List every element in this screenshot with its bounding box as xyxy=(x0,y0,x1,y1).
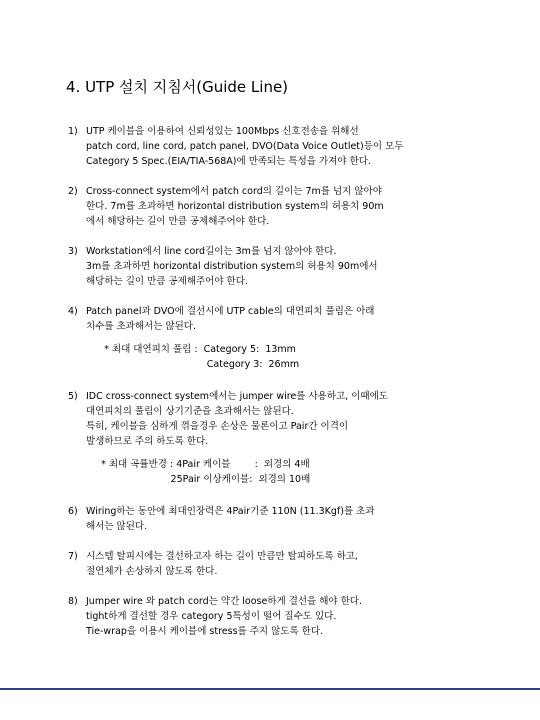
guideline-item-6 xyxy=(68,504,488,534)
bottom-divider xyxy=(0,688,540,690)
item-text-line: 한다. 7m를 초과하면 horizontal distribution system의 허용치 90m xyxy=(86,201,384,212)
spec-note-line: 25Pair 이상케이블: 외경의 10배 xyxy=(86,474,311,485)
item-text-line: Workstation에서 line cord길이는 3m를 넘지 않아야 한다. xyxy=(86,246,337,257)
guideline-item-8 xyxy=(68,594,488,639)
guideline-item-7 xyxy=(68,549,488,579)
item-number: 5) xyxy=(68,391,78,402)
guideline-list xyxy=(68,124,488,654)
guideline-item-3 xyxy=(68,244,488,289)
item-text-line: Patch panel과 DVO에 결선시에 UTP cable의 대연피치 풀림은 아래 xyxy=(86,306,375,317)
item-number: 4) xyxy=(68,306,78,317)
item-text-line: 발생하므로 주의 하도록 한다. xyxy=(86,436,209,447)
item-text-line: 치수를 초과해서는 않된다. xyxy=(86,321,197,332)
item-text-line: Category 5 Spec.(EIA/TIA-568A)에 만족되는 특성을 가져야 한다. xyxy=(86,156,371,167)
item-text-line: 대연피치의 풀림이 상기기준을 초과해서는 않된다. xyxy=(86,406,294,417)
item-text-line: 절연체가 손상하지 않도록 한다. xyxy=(86,566,218,577)
item-text-line: 3m를 초과하면 horizontal distribution system의 허용치 90m에서 xyxy=(86,261,378,272)
guideline-item-5 xyxy=(68,389,488,489)
item-text-line: Wiring하는 동안에 최대인장력은 4Pair기준 110N (11.3Kgf)를 초과 xyxy=(86,506,375,517)
item-number: 6) xyxy=(68,506,78,517)
item-number: 3) xyxy=(68,246,78,257)
spec-note-line: * 최대 곡률반경 : 4Pair 케이블 : 외경의 4배 xyxy=(86,459,310,470)
item-text-line: Cross-connect system에서 patch cord의 길이는 7m를 넘지 않아야 xyxy=(86,186,382,197)
item-text-line: IDC cross-connect system에서는 jumper wire를 사용하고, 이때에도 xyxy=(86,391,388,402)
item-number: 1) xyxy=(68,126,78,137)
page-title: 4. UTP 설치 지침서(Guide Line) xyxy=(66,78,289,96)
item-text-line: patch cord, line cord, patch panel, DVO(Data Voice Outlet)등이 모두 xyxy=(86,141,404,152)
item-number: 7) xyxy=(68,551,78,562)
item-text-line: tight하게 결선할 경우 category 5특성이 떨어 질수도 있다. xyxy=(86,611,337,622)
item-text-line: Tie-wrap을 이용시 케이블에 stress를 주지 않도록 한다. xyxy=(86,626,324,637)
spec-note-line: * 최대 대연피치 풀림 : Category 5: 13mm xyxy=(86,344,296,355)
guideline-item-1 xyxy=(68,124,488,169)
item-text-line: 시스템 탈피시에는 결선하고자 하는 길이 만큼만 탈피하도록 하고, xyxy=(86,551,358,562)
spec-note xyxy=(86,457,488,487)
item-text-line: 에서 해당하는 길이 만큼 공제해주어야 한다. xyxy=(86,216,270,227)
guideline-item-2 xyxy=(68,184,488,229)
item-text-line: Jumper wire 와 patch cord는 약간 loose하게 결선을 해야 한다. xyxy=(86,596,362,607)
item-text-line: 해서는 않된다. xyxy=(86,521,148,532)
spec-note xyxy=(86,342,488,372)
item-text-line: 특히, 케이블을 심하게 꺾을경우 손상은 물론이고 Pair간 이격이 xyxy=(86,421,349,432)
item-number: 8) xyxy=(68,596,78,607)
item-number: 2) xyxy=(68,186,78,197)
item-text-line: UTP 케이블을 이용하여 신뢰성있는 100Mbps 신호전송을 위해선 xyxy=(86,126,359,137)
spec-note-line: Category 3: 26mm xyxy=(86,359,300,370)
guideline-item-4 xyxy=(68,304,488,374)
item-text-line: 해당하는 길이 만큼 공제해주어야 한다. xyxy=(86,276,248,287)
